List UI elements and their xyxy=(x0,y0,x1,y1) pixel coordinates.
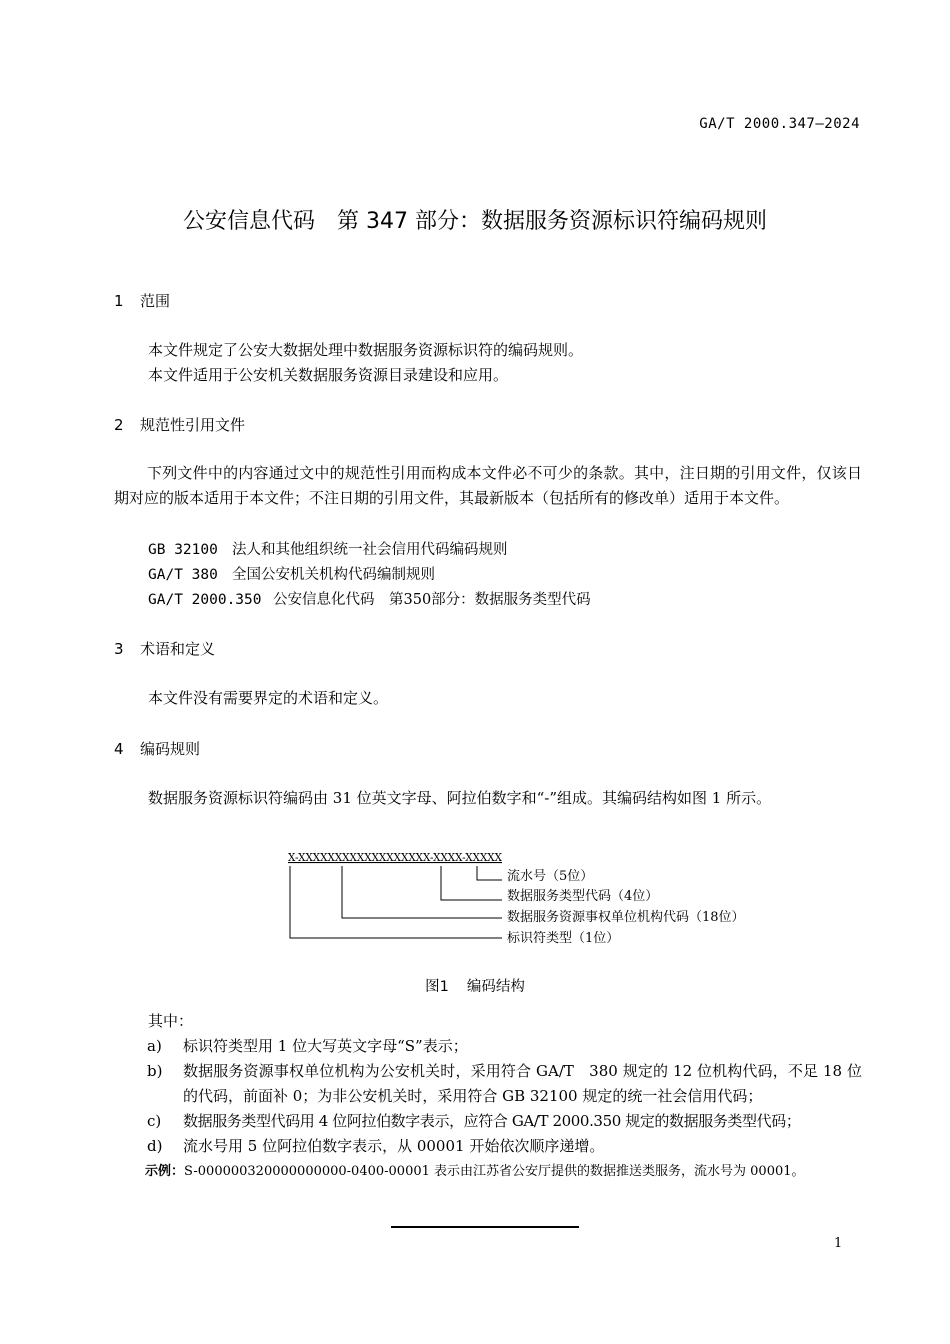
section-title: 编码规则 xyxy=(140,740,201,758)
section-number: 2 xyxy=(114,416,124,434)
figure-caption-text: 编码结构 xyxy=(466,979,525,995)
section-title: 范围 xyxy=(140,292,171,310)
list-marker: a) xyxy=(147,1037,162,1055)
example-label: 示例： xyxy=(145,1164,185,1179)
figure-number: 图1 xyxy=(425,979,449,995)
section-title: 术语和定义 xyxy=(140,640,216,658)
bracket-line-serial xyxy=(477,866,502,880)
list-item xyxy=(147,1059,862,1109)
section-number: 3 xyxy=(114,640,124,658)
bracket-line-identifier-type xyxy=(290,866,502,938)
reference-code: GB 32100 xyxy=(148,542,218,558)
example-text: S-000000320000000000-0400-00001 表示由江苏省公安厅提供的数据推送类服务，流水号为 00001。 xyxy=(184,1164,805,1179)
reference-title: 法人和其他组织统一社会信用代码编码规则 xyxy=(232,542,508,558)
document-code: GA/T 2000.347—2024 xyxy=(699,116,860,132)
example-note xyxy=(145,1160,805,1179)
list-item xyxy=(147,1034,862,1059)
notes-intro: 其中： xyxy=(148,1012,194,1030)
reference-code: GA/T 380 xyxy=(148,567,218,583)
scope-paragraph-1: 本文件规定了公安大数据处理中数据服务资源标识符的编码规则。 xyxy=(148,341,584,359)
bracket-line-org-code xyxy=(342,866,502,918)
section-title: 规范性引用文件 xyxy=(140,416,246,434)
reference-title: 公安信息化代码 第350部分：数据服务类型代码 xyxy=(273,592,591,608)
reference-title: 全国公安机关机构代码编制规则 xyxy=(232,567,435,583)
page-title: 公安信息代码 第 347 部分：数据服务资源标识符编码规则 xyxy=(183,209,767,234)
list-marker: c) xyxy=(147,1112,162,1130)
label-identifier-type: 标识符类型（1位） xyxy=(507,931,620,946)
reference-code: GA/T 2000.350 xyxy=(148,592,262,608)
bracket-line-service-type xyxy=(441,866,502,900)
page-number: 1 xyxy=(834,1236,843,1251)
bracket-lines xyxy=(290,866,502,938)
list-text: 数据服务资源事权单位机构为公安机关时，采用符合 GA/T 380 规定的 12 位机构代码，不足 18 位的代码，前面补 0；为非公安机关时，采用符合 GB 32100 规定的统一社会信用代码； xyxy=(183,1062,862,1105)
list-text: 标识符类型用 1 位大写英文字母“S”表示； xyxy=(183,1037,468,1055)
refs-intro-paragraph: 下列文件中的内容通过文中的规范性引用而构成本文件必不可少的条款。其中，注日期的引用文件，仅该日期对应的版本适用于本文件；不注日期的引用文件，其最新版本（包括所有的修改单）适用于本文件。 xyxy=(114,464,862,507)
label-service-type-code: 数据服务类型代码（4位） xyxy=(507,889,659,904)
label-serial-number: 流水号（5位） xyxy=(507,869,594,884)
rules-paragraph: 数据服务资源标识符编码由 31 位英文字母、阿拉伯数字和“-”组成。其编码结构如图 1 所示。 xyxy=(148,789,772,807)
label-org-code: 数据服务资源事权单位机构代码（18位） xyxy=(507,910,745,925)
terms-paragraph: 本文件没有需要界定的术语和定义。 xyxy=(148,689,389,707)
figure-caption xyxy=(0,975,950,996)
list-item xyxy=(147,1109,862,1134)
code-pattern-text: X-XXXXXXXXXXXXXXXXXX-XXXX-XXXXX xyxy=(288,851,503,864)
footer-divider xyxy=(391,1226,579,1228)
list-text: 数据服务类型代码用 4 位阿拉伯数字表示，应符合 GA/T 2000.350 规定的数据服务类型代码； xyxy=(183,1112,801,1130)
list-item xyxy=(147,1134,862,1159)
section-number: 1 xyxy=(114,292,124,310)
scope-paragraph-2: 本文件适用于公安机关数据服务资源目录建设和应用。 xyxy=(148,366,509,384)
list-marker: d) xyxy=(147,1137,163,1155)
section-number: 4 xyxy=(114,740,124,758)
list-text: 流水号用 5 位阿拉伯数字表示，从 00001 开始依次顺序递增。 xyxy=(183,1137,605,1155)
list-marker: b) xyxy=(147,1062,163,1080)
